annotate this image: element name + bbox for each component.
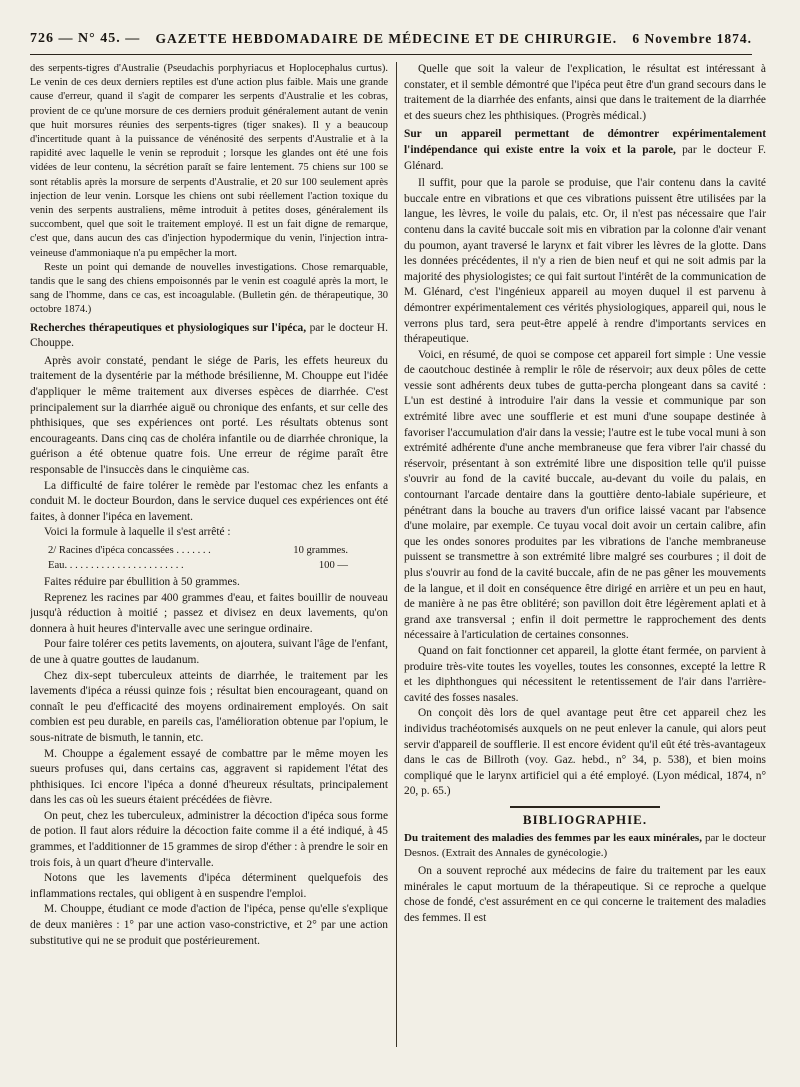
right-paragraph-6: On a souvent reproché aux médecins de faire du traitement par les eaux minérales le caput mortuum de la thérapeutique. Si ce reproche a quelque chose de fondé, c'est assurément en ce qui concerne le traitement des maladies des femmes. Il est	[404, 864, 766, 924]
issue-number: — N° 45. —	[58, 31, 141, 46]
left-paragraph-2: Reste un point qui demande de nouvelles investigations. Chose remarquable, tandis que le sang des chiens empoisonnés par le venin est coagulé après la mort, le sang de l'homme, dans ce cas, est incoagulable. (Bulletin gén. de thérapeutique, 30 octobre 1874.)	[30, 261, 388, 316]
left-paragraph-7: Reprenez les racines par 400 grammes d'eau, et faites bouillir de nouveau jusqu'à réduction à moitié ; passez et divisez en deux lavements, qu'on donnera à huit heures d'intervalle avec une seringue ordinaire.	[30, 591, 388, 635]
left-paragraph-9: Chez dix-sept tuberculeux atteints de diarrhée, le traitement par les lavements d'ipéca a réussi quinze fois ; résultat bien encourageant, quand on connaît le peu d'efficacité des moyens ordinairement employés. On sait combien est peu durable, en pareils cas, l'amélioration obtenue par l'opium, le sous-nitrate de bismuth, le tannin, etc.	[30, 669, 388, 744]
formula-quantity: 10 grammes.	[293, 544, 348, 556]
article-author-appareil: par le docteur F. Glénard.	[404, 143, 766, 172]
left-paragraph-11: On peut, chez les tuberculeux, administrer la décoction d'ipéca sous forme de potion. Il faut alors réduire la décoction faite comme il a été indiqué, à 45 grammes, et l'additionner de 15 grammes de sirop d'éther : à prendre le soir en trois fois, à un quart d'heure d'intervalle.	[30, 809, 388, 869]
right-paragraph-1: Quelle que soit la valeur de l'explication, le résultat est intéressant à constater, et il semble démontré que l'ipéca peut être d'un grand secours dans le traitement de la diarrhée des enfants, ainsi que dans le traitement de la diarrhée et des sueurs chez les phthisiques. (Progrès médical.)	[404, 63, 766, 122]
left-paragraph-10: M. Chouppe a également essayé de combattre par le même moyen les sueurs profuses qui, dans certains cas, aggravent si rapidement l'état des phthisiques. Ici encore l'ipéca a donné d'heureux résultats, principalement dans les cas où les sueurs étaient précédées de fièvre.	[30, 747, 388, 807]
formula-quantity: 100 —	[318, 559, 348, 571]
right-paragraph-4: Quand on fait fonctionner cet appareil, la glotte étant fermée, on parvient à produire très-vite toutes les voyelles, toutes les consonnes, excepté la lettre R et les diphthongues qui nécessitent le retentissement de l'air dans l'arrière-cavité des fosses nasales.	[404, 644, 766, 704]
bibliography-title: BIBLIOGRAPHIE.	[522, 811, 648, 827]
section-rule	[510, 806, 660, 808]
formula-item: Eau. . . . . . . . . . . . . . . . . . . . . . .	[48, 559, 184, 571]
article-heading-appareil	[404, 127, 766, 174]
left-paragraph-5: Voici la formule à laquelle il s'est arrêté :	[44, 526, 231, 539]
left-paragraph-1: des serpents-tigres d'Australie (Pseudachis porphyriacus et Hoplocephalus curtus). Le venin de ces deux derniers reptiles est d'une action plus faible. Mais une grande cause d'erreur, quand il s'agit de comparer les serpents d'Australie et les cobras, provient de ce qu'une morsure de ces derniers produit généralement autant de venin que huit morsures réunies des serpents-tigres (tiger snakes). Il y a beaucoup d'incertitude quant à la puissance de vénénosité des serpents d'Australie et à la rapidité avec laquelle le venin se reproduit ; lorsque les glandes ont été une fois vidées de leur contenu, la sécrétion paraît se faire lentement. 75 chiens sur 100 se sont rétablis après la morsure de serpents d'Australie, et 20 sur 100 seulement après injection de leur venin. Lorsque les chiens ont subi réellement l'action toxique du venin des serpents australiens, même introduit à petites doses, généralement ils succombent, quel que soit le traitement employé. Il est un fait digne de remarque, c'est que, dans aucun des cas d'injection hypodermique du venin, l'injection intra-veineuse d'ammoniaque n'a pu empêcher la mort.	[30, 63, 388, 259]
bibliography-heading	[404, 831, 766, 861]
right-paragraph-3: Voici, en résumé, de quoi se compose cet appareil fort simple : Une vessie de caoutchouc destinée à remplir le rôle de réservoir; aux deux pôles de cette vessie sont adhérents deux tubes de gutta-percha plongeant dans sa cavité : L'un est destiné à introduire l'air dans la vessie et communique par son extrémité libre avec une soufflerie et est muni d'une soupape destinée à favoriser l'accumulation d'air dans la vessie; l'autre est le tube vocal muni à son extrémité adhérente d'une anche membraneuse que fera vibrer l'air chassé du réservoir, présentant à son extrémité libre une disposition telle qu'il puisse s'ouvrir au fond de la cavité buccale, au-devant du voile du palais, en contournant l'arcade dentaire dans la gouttière dento-labiale supérieure, et pénétrant dans la bouche au travers d'un orifice laissé vacant par l'absence d'une molaire, par exemple. Ce tuyau vocal doit avoir un certain calibre, afin que les ondes sonores produites par les vibrations de l'anche membraneuse puissent se transmettre à son extrémité libre malgré ses courbures ; il doit de plus s'ouvrir au fond de la cavité buccale, afin de ne pas gêner les mouvements de la langue, et il doit en conséquence être dirigé en arrière et un peu en haut, de manière à ne pas être oblitéré; son pavillon doit être légèrement aplati et à grand axe transversal ; enfin il doit permettre le rapprochement des dents nécessaire à l'articulation de certaines consonnes.	[404, 348, 766, 642]
article-author-ipeca: par le docteur H. Chouppe.	[30, 321, 388, 350]
issue-date: 6 Novembre 1874.	[632, 31, 752, 46]
right-column	[404, 62, 766, 1075]
ipeca-formula	[48, 543, 388, 573]
article-title-ipeca: Recherches thérapeutiques et physiologiques sur l'ipéca,	[30, 321, 307, 334]
formula-row	[48, 558, 348, 573]
formula-row	[48, 543, 348, 558]
column-divider	[396, 62, 397, 1047]
left-paragraph-3: Après avoir constaté, pendant le siége de Paris, les effets heureux du traitement de la dysentérie par la méthode brésilienne, M. Chouppe eut l'idée d'appliquer le même traitement aux diverses espèces de diarrhée. C'est principalement sur la diarrhée aiguë ou chronique des enfants, et sur celle des phthisiques, que ses expériences ont porté. Les résultats obtenus sont encourageants. Dans cinq cas de choléra infantile ou de diarrhée chronique, la guérison a été obtenue quatre fois. Une erreur de régime paraît être responsable de l'insuccès dans le cinquième cas.	[30, 354, 388, 476]
left-paragraph-12: Notons que les lavements d'ipéca déterminent quelquefois des inflammations rectales, qui obligent à en suspendre l'emploi.	[30, 872, 388, 900]
right-paragraph-2: Il suffit, pour que la parole se produise, que l'air contenu dans la cavité buccale entre en vibrations et que ces vibrations puissent être utilisées par la langue, les lèvres, le voile du palais, etc. Or, il n'est pas nécessaire que l'air contenu dans la cavité buccale soit mis en vibration par la colonne d'air venant du poumon, ayant traversé le larynx et fait vibrer les lèvres de la glotte. Dans les données précédentes, il n'y a rien de bien neuf et qui ne soit admis par la majorité des physiologistes; ce qui fait surtout l'intérêt de la communication de M. Glénard, c'est l'ingénieux appareil au moyen duquel il est parvenu à démontrer expérimentalement ces vérités physiologiques, appareil qui, nous le verrons plus tard, sera peut-être appelé à rendre d'importants services en thérapeutique.	[404, 177, 766, 346]
left-paragraph-8: Pour faire tolérer ces petits lavements, on ajoutera, suivant l'âge de l'enfant, de une à quatre gouttes de laudanum.	[30, 638, 388, 666]
left-paragraph-6: Faites réduire par ébullition à 50 grammes.	[44, 575, 240, 588]
left-paragraph-4: La difficulté de faire tolérer le remède par l'estomac chez les enfants a conduit M. le docteur Bourdon, dans le service duquel ces expériences ont été faites, à donner l'ipéca en lavement.	[30, 479, 388, 523]
article-title-appareil: Sur un appareil permettant de démontrer expérimentalement l'indépendance qui existe entre la voix et la parole,	[404, 128, 766, 156]
page-header	[30, 24, 752, 55]
right-paragraph-5: On conçoit dès lors de quel avantage peut être cet appareil chez les individus trachéotomisés auxquels on ne peut enlever la canule, qui alors peut servir d'appareil de soufflerie. Il est encore évident qu'il eût été très-avantageux dans le cas de Billroth (voy. Gaz. hebd., n° 34, p. 538), et bien moins compliqué que le larynx artificiel qui a été employé. (Lyon médical, 1874, n° 20, p. 65.)	[404, 707, 766, 798]
bibliography-book-author: par le docteur Desnos. (Extrait des Annales de gynécologie.)	[404, 831, 766, 859]
page-number-issue	[30, 31, 140, 47]
page-number: 726	[30, 31, 54, 46]
left-paragraph-13: M. Chouppe, étudiant ce mode d'action de l'ipéca, pense qu'elle s'explique de deux manières : 1° par une action vaso-constrictive, et 2° par une action substitutive qui ne se produit que postérieurement.	[30, 903, 388, 947]
bibliography-book-title: Du traitement des maladies des femmes par les eaux minérales,	[404, 831, 702, 844]
left-column	[30, 62, 388, 1075]
formula-item: 2/ Racines d'ipéca concassées . . . . . . .	[48, 544, 211, 556]
article-heading-ipeca	[30, 321, 388, 352]
journal-title: GAZETTE HEBDOMADAIRE DE MÉDECINE ET DE CHIRURGIE.	[155, 31, 618, 46]
